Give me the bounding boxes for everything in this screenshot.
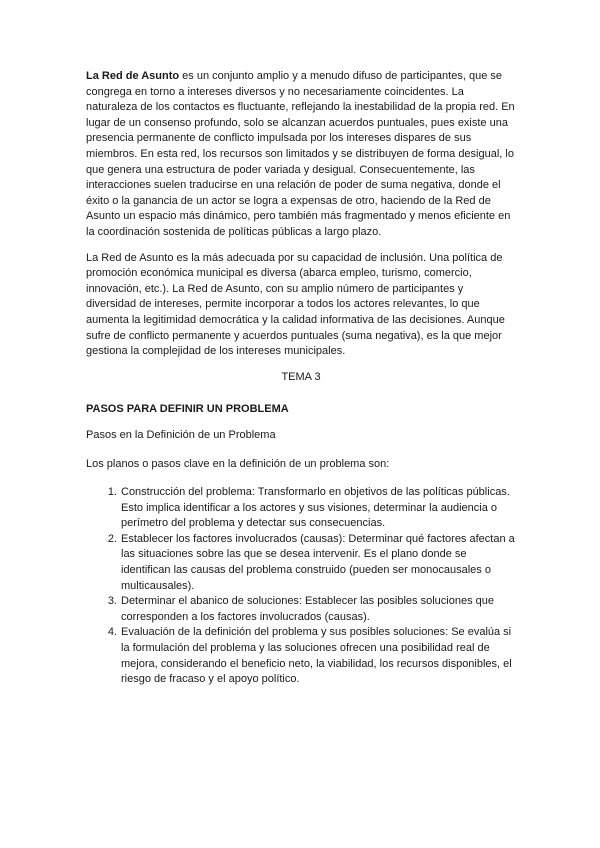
paragraph-body: es un conjunto amplio y a menudo difuso de participantes, que se congrega en torno a intereses diversos y no necesariamente coincidentes. La naturaleza de los contactos es fluctuante, reflejando la inestabilidad de la propia red. En lugar de un consenso profundo, solo se alcanzan acuerdos puntuales, pues existe una presencia permanente de conflicto impulsada por los intereses dispares de sus miembros. En esta red, los recursos son limitados y se distribuyen de forma desigual, lo que genera una estructura de poder variada y desigual. Consecuentemente, las interacciones suelen traducirse en una relación de poder de suma negativa, donde el éxito o la ganancia de un actor se logra a expensas de otro, haciendo de la Red de Asunto un espacio más dinámico, pero también más fragmentado y menos eficiente en la coordinación sostenida de políticas públicas a largo plazo. [86, 70, 515, 238]
list-item [107, 485, 516, 532]
intro-sentence: Los planos o pasos clave en la definición de un problema son: [86, 458, 390, 471]
paragraph-red-de-asunto-definition [86, 69, 516, 241]
document-page [86, 69, 516, 688]
list-item-text: Evaluación de la definición del problema y sus posibles soluciones: Se evalúa si la formulación del problema y las soluciones ofrecen una posibilidad real de mejora, considerando el beneficio neto, la viabilidad, los recursos disponibles, el riesgo de fracaso y el apoyo político. [121, 626, 512, 686]
list-item [107, 594, 516, 625]
list-item [107, 532, 516, 594]
list-item [107, 625, 516, 687]
list-item-number: 2. [107, 532, 117, 545]
section-heading: PASOS PARA DEFINIR UN PROBLEMA [86, 403, 289, 416]
bold-lead-term: La Red de Asunto [86, 70, 180, 82]
section-number: TEMA 3 [281, 370, 321, 383]
list-item-number: 3. [107, 595, 117, 608]
steps-list [86, 485, 516, 688]
list-item-number: 4. [107, 626, 117, 639]
list-item-text: Establecer los factores involucrados (causas): Determinar qué factores afectan a las situaciones sobre las que se desea intervenir. Es el plano donde se identifican las causas del problema construido (pueden ser monocausales o multicausales). [121, 532, 515, 592]
list-item-text: Determinar el abanico de soluciones: Establecer las posibles soluciones que corresponden a los factores involucrados (causas). [121, 595, 494, 623]
list-item-text: Construcción del problema: Transformarlo en objetivos de las políticas públicas. Esto implica identificar a los actores y sus visiones, determinar la audiencia o perímetro del problema y detectar sus consecuencias. [121, 486, 510, 530]
list-item-number: 1. [107, 486, 117, 499]
paragraph-red-de-asunto-adequacy: La Red de Asunto es la más adecuada por su capacidad de inclusión. Una política de promoción económica municipal es diversa (abarca empleo, turismo, comercio, innovación, etc.). La Red de Asunto, con su amplio número de participantes y diversidad de intereses, permite incorporar a todos los actores relevantes, lo que aumenta la legitimidad democrática y la calidad informativa de las decisiones. Aunque sufre de conflicto permanente y acuerdos puntuales (suma negativa), es la que mejor gestiona la complejidad de los intereses municipales. [86, 251, 505, 358]
subheading: Pasos en la Definición de un Problema [86, 428, 276, 441]
